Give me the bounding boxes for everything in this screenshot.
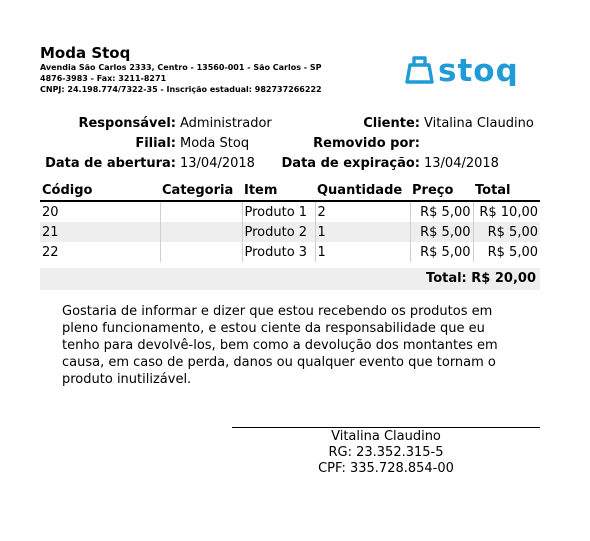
stoq-logo <box>404 52 539 86</box>
table-row <box>40 201 540 222</box>
cell-item: Produto 3 <box>242 242 315 262</box>
cell-total: R$ 5,00 <box>473 222 540 242</box>
signature-line <box>232 427 540 428</box>
header-quantidade: Quantidade <box>315 180 410 201</box>
company-registry: CNPJ: 24.198.774/7322-35 - Inscrição estadual: 982737266222 <box>40 85 322 94</box>
removido-label: Removido por: <box>313 136 420 151</box>
info-left <box>40 114 272 174</box>
signature-name: Vitalina Claudino <box>331 429 441 444</box>
signature-cpf: CPF: 335.728.854-00 <box>318 461 454 476</box>
cell-codigo: 20 <box>40 201 160 222</box>
abertura-value: 13/04/2018 <box>180 156 255 171</box>
abertura-label: Data de abertura: <box>45 156 176 171</box>
header-item: Item <box>242 180 315 201</box>
expiracao-row <box>278 154 534 174</box>
table-header-row <box>40 180 540 201</box>
filial-label: Filial: <box>135 136 176 151</box>
cell-preco: R$ 5,00 <box>410 242 473 262</box>
expiracao-value: 13/04/2018 <box>424 156 499 171</box>
expiracao-label: Data de expiração: <box>281 156 420 171</box>
cell-item: Produto 2 <box>242 222 315 242</box>
company-name: Moda Stoq <box>40 44 131 62</box>
cell-categoria <box>160 242 242 262</box>
items-table <box>40 180 540 262</box>
cell-item: Produto 1 <box>242 201 315 222</box>
cliente-value: Vitalina Claudino <box>424 116 534 131</box>
company-header <box>40 44 322 95</box>
cell-total: R$ 5,00 <box>487 244 538 260</box>
table-row <box>40 242 540 262</box>
responsavel-value: Administrador <box>180 116 272 131</box>
cell-quantidade: 1 <box>315 222 410 242</box>
cell-preco: R$ 5,00 <box>410 201 473 222</box>
cell-preco: R$ 5,00 <box>410 222 473 242</box>
cliente-row <box>278 114 534 134</box>
table-total: Total: R$ 20,00 <box>40 268 540 290</box>
responsavel-label: Responsável: <box>78 116 176 131</box>
abertura-row <box>40 154 272 174</box>
removido-row <box>278 134 534 154</box>
signature-block <box>232 429 540 477</box>
cell-quantidade: 1 <box>315 242 410 262</box>
declaration-text: Gostaria de informar e dizer que estou recebendo os produtos em pleno funcionamento, e estou ciente da responsabilidade que eu tenho para devolvê-los, bem como a devolução dos montantes em causa, em caso de perda, danos ou qualquer evento que tornam o produto inutilizável. <box>62 304 498 387</box>
company-phones: 4876-3983 - Fax: 3211-8271 <box>40 74 167 83</box>
info-right <box>278 114 534 174</box>
cell-codigo: 22 <box>40 242 160 262</box>
cliente-label: Cliente: <box>363 116 420 131</box>
cell-categoria <box>160 222 242 242</box>
header-categoria: Categoria <box>160 180 242 201</box>
responsavel-row <box>40 114 272 134</box>
filial-row <box>40 134 272 154</box>
cell-quantidade: 2 <box>315 201 410 222</box>
logo-text: stoq <box>438 53 519 86</box>
header-codigo: Código <box>40 180 160 201</box>
filial-value: Moda Stoq <box>180 136 250 151</box>
cell-codigo: 21 <box>40 222 160 242</box>
header-total: Total <box>473 180 540 201</box>
cell-categoria <box>160 201 242 222</box>
table-row <box>40 222 540 242</box>
cell-total: R$ 10,00 <box>479 204 538 220</box>
signature-rg: RG: 23.352.315-5 <box>328 445 444 460</box>
company-address: Avendia São Carlos 2333, Centro - 13560-001 - São Carlos - SP <box>40 63 322 72</box>
header-preco: Preço <box>410 180 473 201</box>
